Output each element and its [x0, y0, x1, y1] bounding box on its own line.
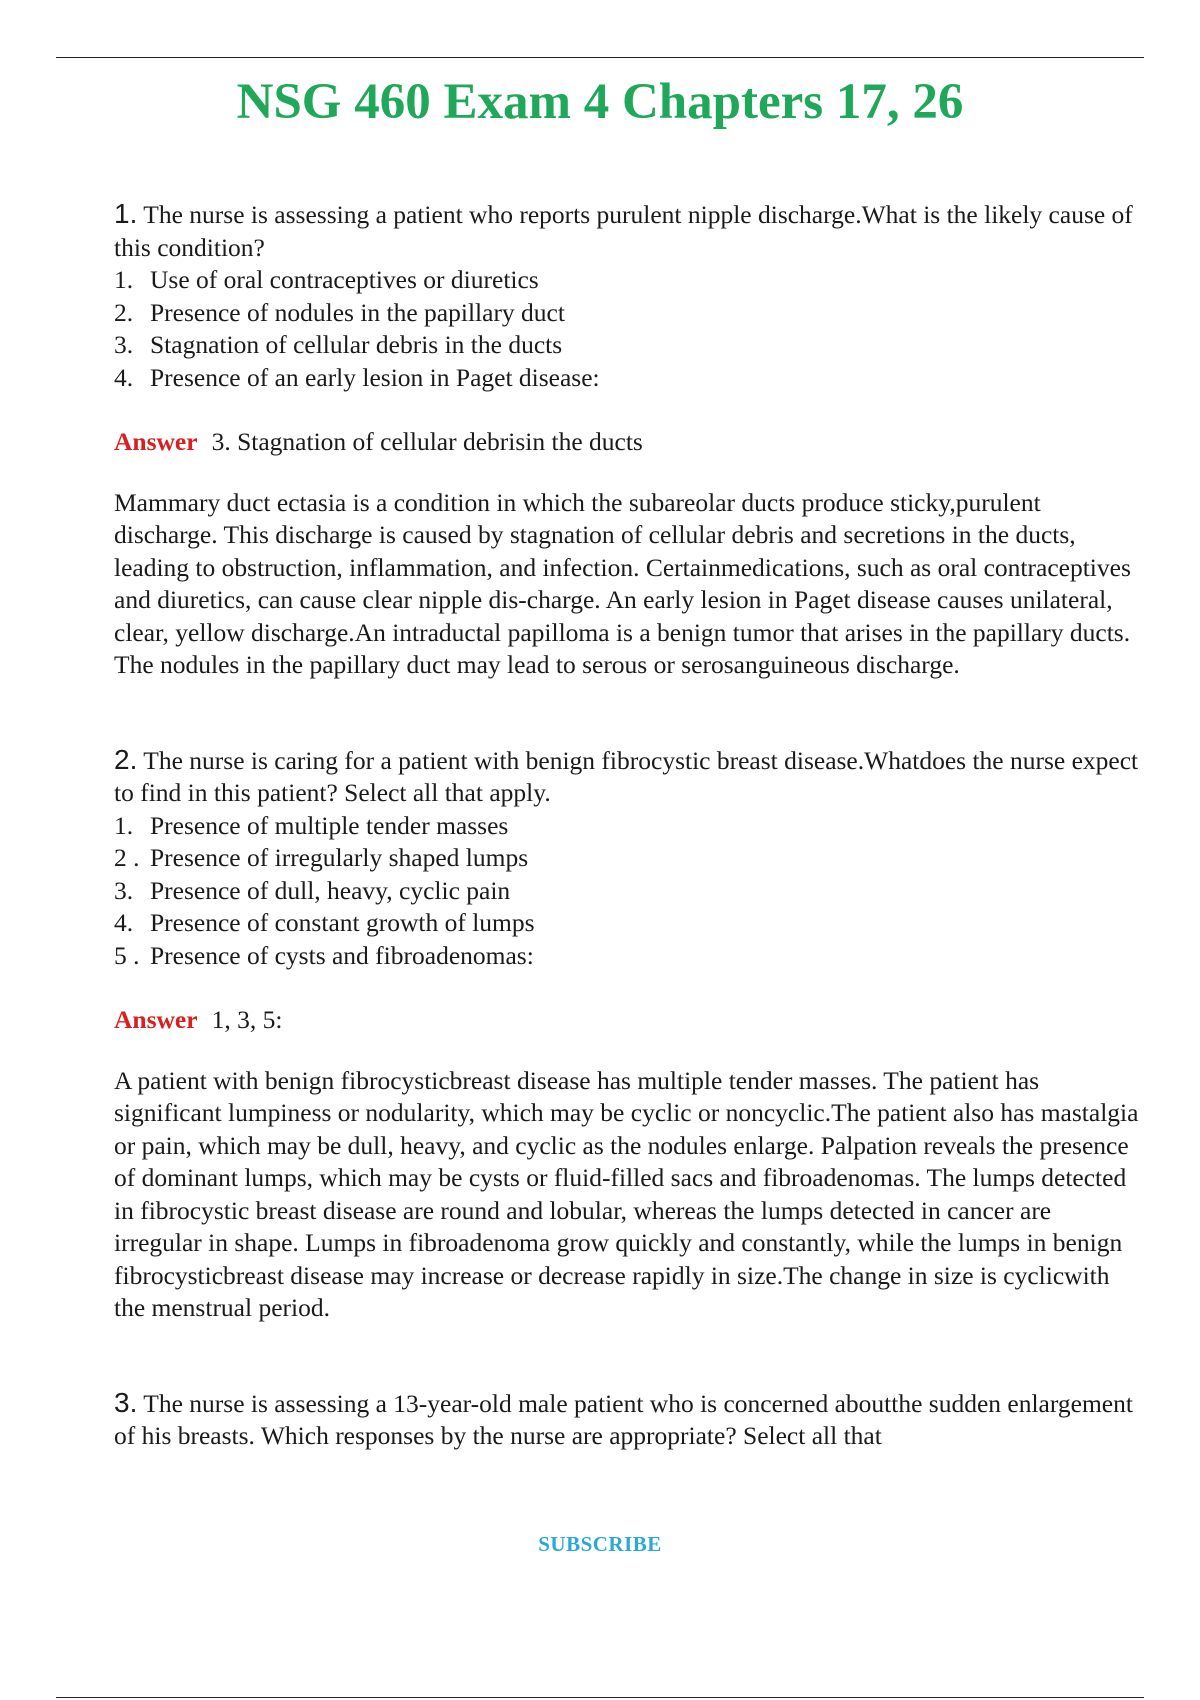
- option-text: Presence of an early lesion in Paget disease:: [150, 362, 600, 392]
- top-rule: [56, 57, 1144, 58]
- option-text: Stagnation of cellular debris in the ducts: [150, 330, 563, 359]
- option-item: [114, 907, 1144, 940]
- question-2-number: 2.: [114, 743, 138, 775]
- option-number: 2.: [114, 297, 134, 327]
- option-text: Presence of multiple tender masses: [150, 810, 509, 840]
- option-item: [114, 810, 1144, 843]
- answer-text: 3. Stagnation of cellular debrisin the ducts: [211, 427, 643, 456]
- option-text: Presence of constant growth of lumps: [150, 908, 535, 937]
- question-2: [114, 744, 1144, 1325]
- option-text: Presence of irregularly shaped lumps: [150, 843, 529, 872]
- answer-label: Answer: [114, 1005, 198, 1034]
- question-2-rationale: A patient with benign fibrocysticbreast disease has multiple tender masses. The patient has significant lumpiness or nodularity, which may be cyclic or noncyclic.The patient also has mastalgia or pain, which may be dull, heavy, and cyclic as the nodules enlarge. Palpation reveals the presence of dominant lumps, which may be cysts or fluid-filled sacs and fibroadenomas. The lumps detected in fibrocystic breast disease are round and lobular, whereas the lumps detected in cancer are irregular in shape. Lumps in fibroadenoma grow quickly and constantly, while the lumps in benign fibrocysticbreast disease may increase or decrease rapidly in size.The change in size is cyclicwith the menstrual period.: [114, 1065, 1139, 1322]
- question-1-text: The nurse is assessing a patient who reports purulent nipple discharge.What is the likely cause of this condition?: [114, 200, 1133, 262]
- document-body: [114, 198, 1144, 1453]
- option-number: 3.: [114, 875, 134, 905]
- question-2-options: [114, 810, 1144, 973]
- question-1-answer: [114, 426, 1144, 459]
- option-number: 5 .: [114, 940, 140, 970]
- spacer: [114, 1325, 1144, 1387]
- question-3-text: The nurse is assessing a 13-year-old male patient who is concerned aboutthe sudden enlargement of his breasts. Which responses by the nurse are appropriate? Select all that: [114, 1388, 1133, 1450]
- question-3: [114, 1387, 1144, 1453]
- question-2-answer: [114, 1004, 1144, 1037]
- subscribe-link[interactable]: SUBSCRIBE: [538, 1532, 662, 1556]
- question-1-stem: [114, 198, 1144, 264]
- question-1-number: 1.: [114, 198, 138, 229]
- answer-text: 1, 3, 5:: [211, 1005, 283, 1034]
- question-3-stem: [114, 1387, 1144, 1453]
- option-item: [114, 875, 1144, 908]
- question-2-stem: [114, 744, 1144, 810]
- option-number: 4.: [114, 908, 134, 937]
- question-1: [114, 198, 1144, 682]
- option-item: [114, 329, 1144, 362]
- option-text: Presence of cysts and fibroadenomas:: [150, 940, 534, 970]
- option-item: [114, 264, 1144, 297]
- option-text: Presence of nodules in the papillary duct: [150, 297, 565, 327]
- option-text: Presence of dull, heavy, cyclic pain: [150, 875, 511, 905]
- option-number: 1.: [114, 265, 134, 294]
- option-number: 2 .: [114, 843, 140, 872]
- question-3-number: 3.: [114, 1386, 138, 1418]
- option-number: 4.: [114, 362, 134, 392]
- option-item: [114, 842, 1144, 875]
- question-2-text: The nurse is caring for a patient with benign fibrocystic breast disease.Whatdoes the nurse expect to find in this patient? Select all that apply.: [114, 745, 1139, 807]
- bottom-rule: [56, 1697, 1144, 1698]
- answer-label: Answer: [114, 427, 198, 456]
- option-text: Use of oral contraceptives or diuretics: [150, 265, 539, 294]
- option-item: [114, 297, 1144, 330]
- spacer: [114, 682, 1144, 744]
- option-number: 1.: [114, 810, 134, 840]
- question-1-options: [114, 264, 1144, 394]
- option-number: 3.: [114, 330, 134, 359]
- option-item: [114, 362, 1144, 395]
- page-title: NSG 460 Exam 4 Chapters 17, 26: [236, 74, 964, 130]
- option-item: [114, 940, 1144, 973]
- question-1-rationale: Mammary duct ectasia is a condition in which the subareolar ducts produce sticky,purulent discharge. This discharge is caused by stagnation of cellular debris and secretions in the ducts, leading to obstruction, inflammation, and infection. Certainmedications, such as oral contraceptives and diuretics, can cause clear nipple dis-charge. An early lesion in Paget disease causes unilateral, clear, yellow discharge.An intraductal papilloma is a benign tumor that arises in the papillary ducts. The nodules in the papillary duct may lead to serous or serosanguineous discharge.: [114, 487, 1131, 679]
